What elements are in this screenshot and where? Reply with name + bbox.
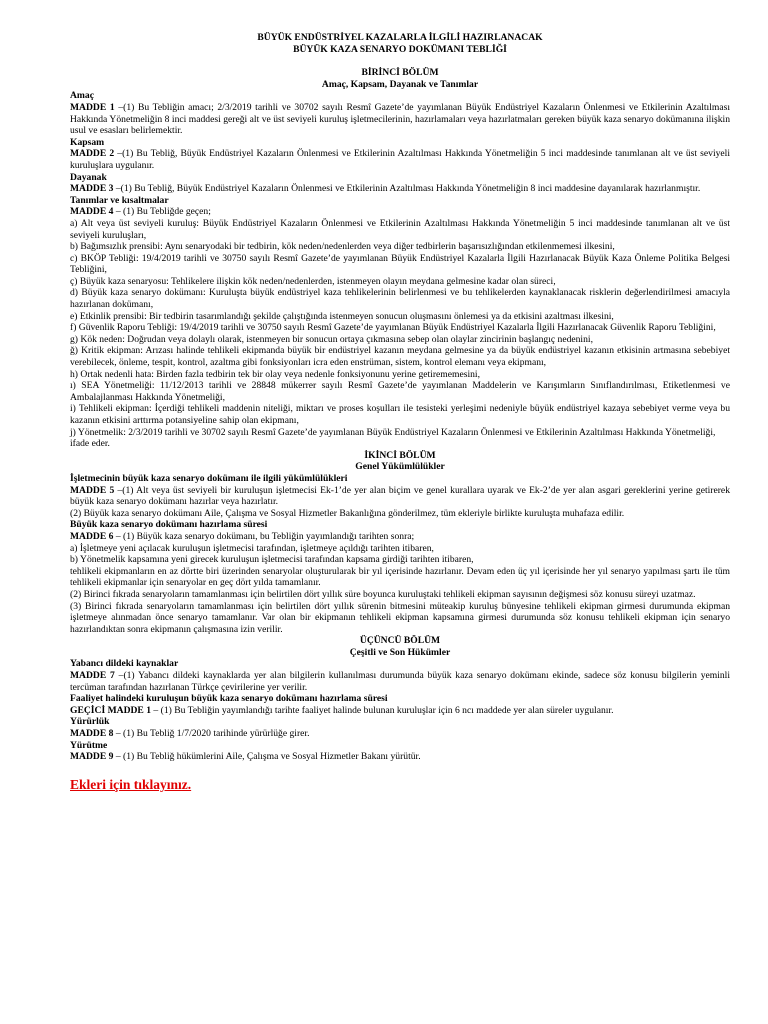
definition-item: ç) Büyük kaza senaryosu: Tehlikelere ilişkin kök neden/nedenlerden, istenmeyen olayın meydana gelmesine kadar olan süreci, xyxy=(70,275,556,287)
definition-item: ğ) Kritik ekipman: Arızası halinde tehlikeli ekipmanda büyük bir endüstriyel kazanın meydana gelmesine ya da büyük endüstriyel kazanın etkisinin artmasına sebebiyet verebilecek, önleme, tespit, kontrol, azaltma gibi fonksiyonları icra eden enstrüman, sistem, kontrol elemanı veya ekipmanı, xyxy=(70,345,730,369)
article4-text: – (1) Bu Tebliğde geçen; xyxy=(113,206,211,218)
definition-item: c) BKÖP Tebliği: 19/4/2019 tarihli ve 30750 sayılı Resmî Gazete’de yayımlanan Büyük Endüstriyel Kazalarla İlgili Hazırlanacak Büyük Kaza Önleme Politika Belgesi Tebliğini, xyxy=(70,252,730,276)
document-title-line-2: BÜYÜK KAZA SENARYO DOKÜMANI TEBLİĞİ xyxy=(293,43,507,55)
article5-paragraph-2: (2) Büyük kaza senaryo dokümanı Aile, Çalışma ve Sosyal Hizmetler Bakanlığına gönderilmez, tüm ekleriyle birlikte kuruluşta muhafaza edilir. xyxy=(70,507,625,519)
definition-item: f) Güvenlik Raporu Tebliği: 19/4/2019 tarihli ve 30750 sayılı Resmî Gazete’de yayımlanan Büyük Endüstriyel Kazalarla İlgili Hazırlanacak Güvenlik Raporu Tebliğini, xyxy=(70,322,716,334)
definitions-closing: ifade eder. xyxy=(70,438,110,450)
article1-label: MADDE 1 xyxy=(70,101,115,113)
article4-label: MADDE 4 xyxy=(70,206,114,218)
article2-title: Kapsam xyxy=(70,136,105,148)
transitional-article1-text: – (1) Bu Tebliğin yayımlandığı tarihte faaliyet halinde bulunan kuruluşlar için 6 ncı maddede yer alan süreler uygulanır. xyxy=(151,704,614,716)
article7-title: Yabancı dildeki kaynaklar xyxy=(70,658,179,670)
part2-subheading: Genel Yükümlülükler xyxy=(355,461,445,473)
article2-label: MADDE 2 xyxy=(70,148,115,160)
transitional-article1-label: GEÇİCİ MADDE 1 xyxy=(70,704,152,716)
definition-item: e) Etkinlik prensibi: Bir tedbirin tasarımlandığı şekilde çalıştığında istenmeyen sonucun oluşmasını önlemesi ya da etkisini azaltması ilkesini, xyxy=(70,310,614,322)
article5-text: –(1) Alt veya üst seviyeli bir kuruluşun işletmecisi Ek-1’de yer alan biçim ve genel kurallara uyarak ve Ek-2’de yer alan asgari gereklerini yerine getirerek büyük kaza senaryo dokümanı hazırlar veya hazırlatır. xyxy=(70,484,730,508)
definition-item: b) Bağımsızlık prensibi: Aynı senaryodaki bir tedbirin, kök neden/nedenlerden veya diğer tedbirlerin başarısızlığından etkilenmemesi ilkesini, xyxy=(70,241,615,253)
part3-subheading: Çeşitli ve Son Hükümler xyxy=(349,646,451,658)
article5-label: MADDE 5 xyxy=(70,484,115,496)
article9-text: – (1) Bu Tebliğ hükümlerini Aile, Çalışma ve Sosyal Hizmetler Bakanı yürütür. xyxy=(113,751,421,763)
article8-text: – (1) Bu Tebliğ 1/7/2020 tarihinde yürürlüğe girer. xyxy=(113,728,310,740)
definition-item: ı) SEA Yönetmeliği: 11/12/2013 tarihli ve 28848 mükerrer sayılı Resmî Gazete’de yayımlanan Maddelerin ve Karışımların Sınıflandırılması, Etiketlenmesi ve Ambalajlanması Hakkında Yönetmeliği, xyxy=(70,380,730,403)
article6-paragraph-3: (3) Birinci fıkrada senaryoların tamamlanması için belirtilen dört yıllık sürenin bitmesini müteakip kuruluş bünyesine tehlikeli ekipman girmesi durumunda ekipman işletmeye alınmadan önce senaryo tamamlanır. Var olan bir ekipmanın tehlikeli ekipman kapsamına girmesi durumunda söz konusu tehlikeli ekipman için senaryo hazırlandıktan sonra ekipmanın çalışmasına izin verilir. xyxy=(70,600,730,635)
definition-item: j) Yönetmelik: 2/3/2019 tarihli ve 30702 sayılı Resmî Gazete’de yayımlanan Büyük Endüstriyel Kazaların Önlenmesi ve Etkilerinin Azaltılması Hakkında Yönetmeliği, xyxy=(70,426,716,438)
article6-continuation: tehlikeli ekipmanların en az dörtte biri üzerinden senaryolar oluşturularak bir yıl içerisinde hazırlanır. Devam eden üç yıl içerisinde her yıl senaryo yapılması şartı ile tüm tehlikeli ekipmanlar için senaryolar en geç dört yılda tamamlanır. xyxy=(70,565,730,589)
article5-title: İşletmecinin büyük kaza senaryo dokümanı ile ilgili yükümlülükleri xyxy=(70,472,348,484)
document-title-line-1: BÜYÜK ENDÜSTRİYEL KAZALARLA İLGİLİ HAZIRLANACAK xyxy=(257,32,543,43)
article6-label: MADDE 6 xyxy=(70,530,114,542)
definition-item: h) Ortak nedenli hata: Birden fazla tedbirin tek bir olay veya nedenle fonksiyonunu yerine getirememesini, xyxy=(70,368,480,380)
attachments-link[interactable]: Ekleri için tıklayınız. xyxy=(70,776,192,792)
article8-paragraph xyxy=(70,728,730,740)
part1-heading: BİRİNCİ BÖLÜM xyxy=(361,67,439,79)
definition-item: i) Tehlikeli ekipman: İçerdiği tehlikeli maddenin niteliği, miktarı ve proses koşulları ile tesisteki yerleşimi nedeniyle büyük endüstriyel kazaya sebebiyet verme veya bu kazanın etkisini arttırma potansiyeline sahip olan ekipmanı, xyxy=(70,403,730,426)
transitional-article1-paragraph xyxy=(70,705,730,717)
article8-title: Yürürlük xyxy=(70,716,110,728)
article6-item: b) Yönetmelik kapsamına yeni girecek kuruluşun işletmecisi tarafından kapsama girdiği tarihten itibaren, xyxy=(70,554,474,566)
article5-paragraph xyxy=(70,485,730,508)
article7-label: MADDE 7 xyxy=(70,670,115,682)
article6-text: – (1) Büyük kaza senaryo dokümanı, bu Tebliğin yayımlandığı tarihten sonra; xyxy=(113,530,415,542)
article6-paragraph xyxy=(70,531,730,543)
article3-text: –(1) Bu Tebliğ, Büyük Endüstriyel Kazaların Önlenmesi ve Etkilerinin Azaltılması Hakkında Yönetmeliğin 8 inci maddesine dayanılarak hazırlanmıştır. xyxy=(113,183,701,195)
definition-item: d) Büyük kaza senaryo dokümanı: Kuruluşta büyük endüstriyel kaza tehlikelerinin belirlenmesi ve bu tehlikelerden kaynaklanacak risklerin değerlendirilmesi amacıyla hazırlanan dokümanı, xyxy=(70,287,730,311)
article8-label: MADDE 8 xyxy=(70,728,114,740)
article1-text: –(1) Bu Tebliğin amacı; 2/3/2019 tarihli ve 30702 sayılı Resmî Gazete’de yayımlanan Büyük Endüstriyel Kazaların Önlenmesi ve Etkilerinin Azaltılması Hakkında Yönetmeliğin 8 inci maddesi gereği alt ve üst seviyeli kuruluş işletmecilerinin, hazırlamaları veya hazırlatmaları gereken büyük kaza senaryo dokümanına ilişkin usul ve esasları belirlemektir. xyxy=(70,101,730,137)
article3-paragraph xyxy=(70,183,730,195)
article3-title: Dayanak xyxy=(70,171,107,183)
article1-title: Amaç xyxy=(70,90,94,102)
part3-heading: ÜÇÜNCÜ BÖLÜM xyxy=(359,635,441,647)
article2-text: –(1) Bu Tebliğ, Büyük Endüstriyel Kazaların Önlenmesi ve Etkilerinin Azaltılması Hakkında Yönetmeliğin 5 inci maddesinde tanımlanan alt ve üst seviyeli kuruluşlara uygulanır. xyxy=(70,148,731,171)
article6-item: a) İşletmeye yeni açılacak kuruluşun işletmecisi tarafından, işletmeye açıldığı tarihten itibaren, xyxy=(70,542,434,554)
article1-paragraph xyxy=(70,102,730,137)
article2-paragraph xyxy=(70,148,730,171)
definition-item: g) Kök neden: Doğrudan veya dolaylı olarak, istenmeyen bir sonucun ortaya çıkmasına sebep olan olaylar zincirinin başlangıç nedenini, xyxy=(70,333,593,345)
transitional-article1-title: Faaliyet halindeki kuruluşun büyük kaza senaryo dokümanı hazırlama süresi xyxy=(70,693,388,705)
article4-title: Tanımlar ve kısaltmalar xyxy=(70,194,169,206)
definition-item: a) Alt veya üst seviyeli kuruluş: Büyük Endüstriyel Kazaların Önlenmesi ve Etkilerinin Azaltılması Hakkında Yönetmeliğin 5 inci maddesinde tanımlanan alt ve üst seviyeli kuruluşları, xyxy=(70,217,730,241)
part2-heading: İKİNCİ BÖLÜM xyxy=(364,449,436,461)
article7-text: –(1) Yabancı dildeki kaynaklarda yer alan bilgilerin kullanılması durumunda büyük kaza senaryo dokümanı ekinde, sadece söz konusu bilgilerin yeminli tercüman tarafından hazırlanan Türkçe çevirilerine yer verilir. xyxy=(70,670,731,693)
article3-label: MADDE 3 xyxy=(70,183,114,195)
article6-paragraph-2: (2) Birinci fıkrada senaryoların tamamlanması için belirtilen dört yıllık süre boyunca kuruluştaki tehlikeli ekipman sayısının değişmesi söz konusu süreyi uzatmaz. xyxy=(70,588,696,600)
article9-label: MADDE 9 xyxy=(70,751,114,763)
article4-paragraph xyxy=(70,206,730,218)
part1-subheading: Amaç, Kapsam, Dayanak ve Tanımlar xyxy=(321,78,479,90)
article9-title: Yürütme xyxy=(70,739,108,751)
article9-paragraph xyxy=(70,751,730,763)
article6-title: Büyük kaza senaryo dokümanı hazırlama süresi xyxy=(70,519,268,531)
article7-paragraph xyxy=(70,670,730,693)
